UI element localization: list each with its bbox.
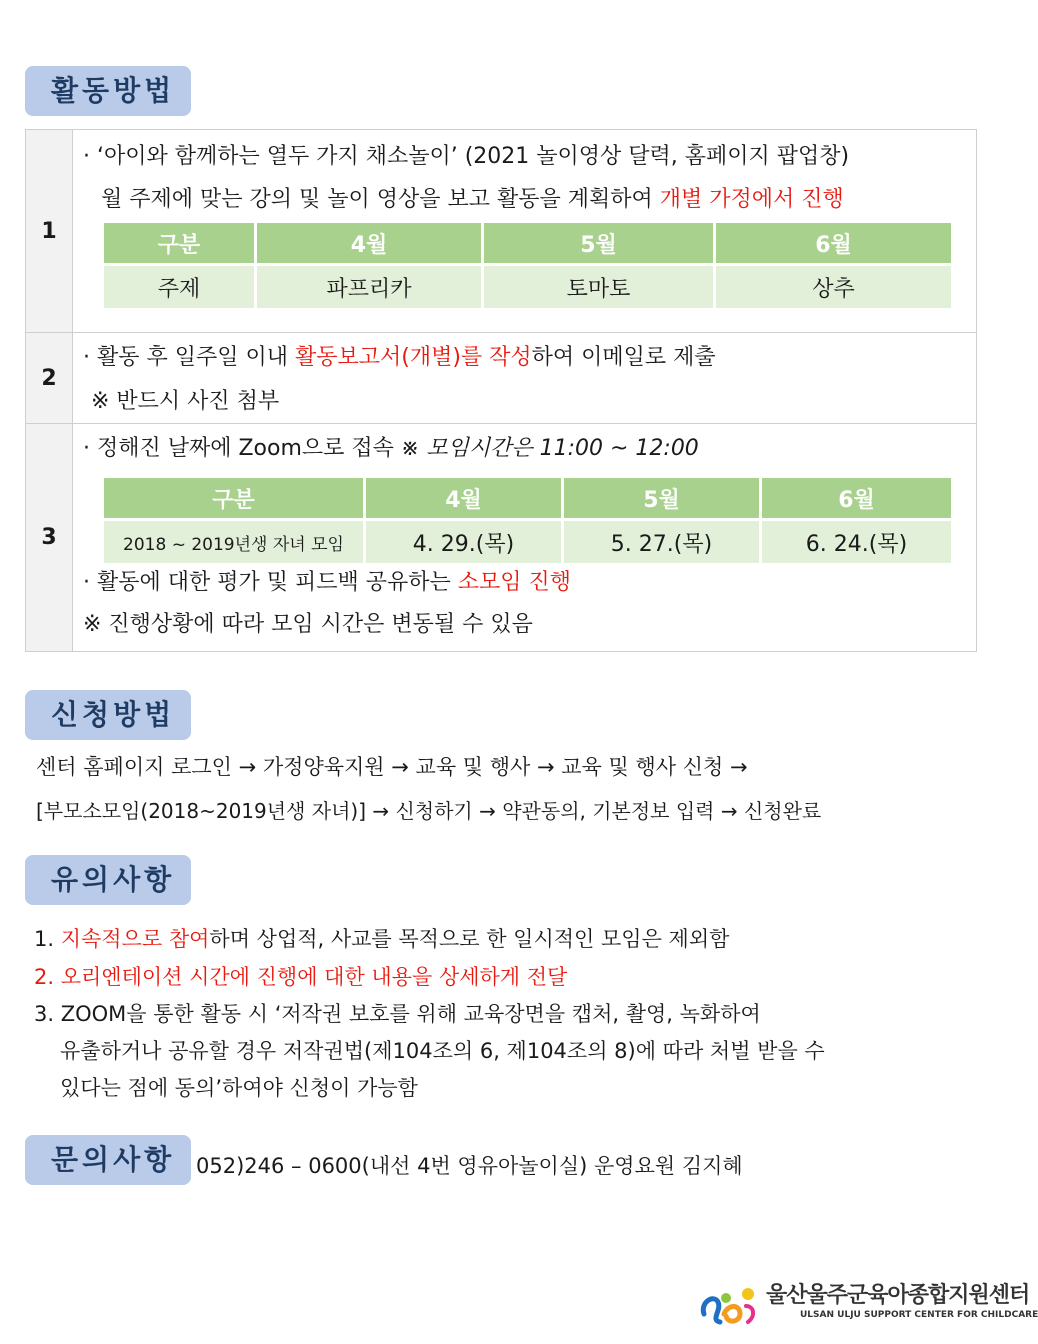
contact-info: 052)246 – 0600(내선 4번 영유아놀이실) 운영요원 김지혜 bbox=[196, 1154, 743, 1178]
apply-step-line-1: 센터 홈페이지 로그인 → 가정양육지원 → 교육 및 행사 → 교육 및 행사 신청 → bbox=[36, 755, 748, 779]
row1-line2-highlight: 개별 가정에서 진행 bbox=[659, 187, 844, 212]
row3-line1 bbox=[83, 434, 976, 464]
table-cell: 파프리카 bbox=[257, 266, 481, 308]
row2-line2: ※ 반드시 사진 첨부 bbox=[91, 389, 280, 414]
table-cell: 상추 bbox=[716, 266, 951, 308]
table-header: 6월 bbox=[762, 478, 951, 521]
table-header: 5월 bbox=[484, 223, 713, 266]
table-cell: 2018 ~ 2019년생 자녀 모임 bbox=[104, 521, 363, 563]
row3-line2-highlight: 소모임 진행 bbox=[457, 570, 571, 595]
activity-row-3 bbox=[26, 424, 977, 652]
logo-name-en: ULSAN ULJU SUPPORT CENTER FOR CHILDCARE bbox=[800, 1310, 1038, 1320]
row3-line3: ※ 진행상황에 따라 모임 시간은 변동될 수 있음 bbox=[83, 612, 533, 637]
note-item-2: 2. 오리엔테이션 시간에 진행에 대한 내용을 상세하게 전달 bbox=[34, 965, 568, 989]
section-title-contact: 문의사항 bbox=[25, 1135, 191, 1185]
note-1-number: 1. bbox=[34, 927, 61, 951]
activity-row-2 bbox=[26, 333, 977, 424]
row2-line1 bbox=[83, 343, 976, 373]
table-cell: 6. 24.(목) bbox=[762, 521, 951, 563]
row2-line1-text-end: 하여 이메일로 제출 bbox=[531, 345, 716, 370]
row3-line1-text: · 정해진 날짜에 Zoom으로 접속 bbox=[83, 436, 401, 461]
note-item-1 bbox=[34, 923, 729, 953]
row-number: 2 bbox=[26, 333, 73, 424]
section-title-apply: 신청방법 bbox=[25, 690, 191, 740]
table-header: 6월 bbox=[716, 223, 951, 266]
table-cell: 토마토 bbox=[484, 266, 713, 308]
note-1-text: 하며 상업적, 사교를 목적으로 한 일시적인 모임은 제외함 bbox=[209, 927, 730, 951]
row1-line2-text: 월 주제에 맞는 강의 및 놀이 영상을 보고 활동을 계획하여 bbox=[101, 187, 660, 212]
table-header: 구분 bbox=[104, 223, 254, 266]
table-cell: 주제 bbox=[104, 266, 254, 308]
schedule-date-table bbox=[101, 478, 954, 563]
logo-mark-icon bbox=[700, 1276, 758, 1326]
row-number: 1 bbox=[26, 130, 73, 333]
note-1-highlight: 지속적으로 참여 bbox=[60, 927, 210, 951]
apply-step-line-2: [부모소모임(2018~2019년생 자녀)] → 신청하기 → 약관동의, 기본정보 입력 → 신청완료 bbox=[36, 799, 822, 823]
row2-line1-highlight: 활동보고서(개별)를 작성 bbox=[294, 345, 532, 370]
table-header: 5월 bbox=[564, 478, 759, 521]
activity-table bbox=[25, 129, 977, 652]
schedule-topic-table bbox=[101, 223, 954, 308]
row-number: 3 bbox=[26, 424, 73, 652]
row3-line2 bbox=[83, 568, 976, 598]
note-item-3-line-3: 있다는 점에 동의’하여야 신청이 가능함 bbox=[60, 1076, 418, 1100]
row3-line2-text: · 활동에 대한 평가 및 피드백 공유하는 bbox=[83, 570, 458, 595]
table-cell: 4. 29.(목) bbox=[366, 521, 561, 563]
row1-line2 bbox=[83, 185, 976, 215]
table-header: 4월 bbox=[257, 223, 481, 266]
row3-meeting-time: ※ 모임시간은 11:00 ~ 12:00 bbox=[400, 436, 699, 461]
table-cell: 5. 27.(목) bbox=[564, 521, 759, 563]
section-title-activity: 활동방법 bbox=[25, 66, 191, 116]
row2-line1-text: · 활동 후 일주일 이내 bbox=[83, 345, 295, 370]
row1-line1: · ‘아이와 함께하는 열두 가지 채소놀이’ (2021 놀이영상 달력, 홈페이지 팝업창) bbox=[83, 144, 850, 169]
note-item-3-line-2: 유출하거나 공유할 경우 저작권법(제104조의 6, 제104조의 8)에 따라 처벌 받을 수 bbox=[60, 1039, 825, 1063]
center-logo bbox=[700, 1276, 1038, 1326]
table-header: 4월 bbox=[366, 478, 561, 521]
activity-row-1 bbox=[26, 130, 977, 333]
note-item-3-line-1: 3. ZOOM을 통한 활동 시 ‘저작권 보호를 위해 교육장면을 캡처, 촬영, 녹화하여 bbox=[34, 1002, 761, 1026]
table-header: 구분 bbox=[104, 478, 363, 521]
logo-name-ko: 울산울주군육아종합지원센터 bbox=[766, 1283, 1030, 1308]
section-title-notes: 유의사항 bbox=[25, 855, 191, 905]
